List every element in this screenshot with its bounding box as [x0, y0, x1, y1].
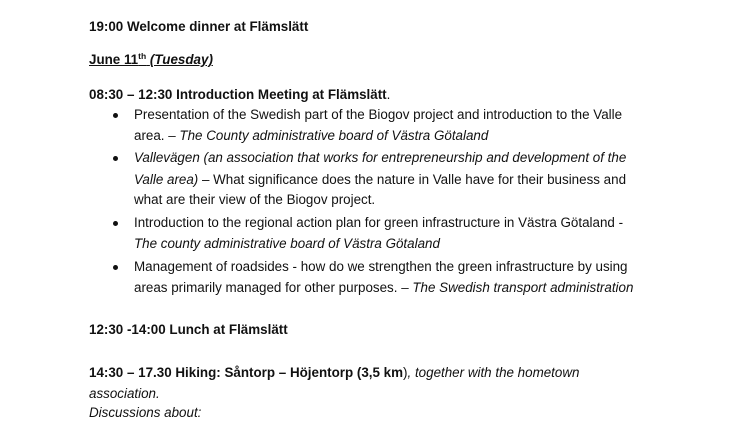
- welcome-dinner-heading: 19:00 Welcome dinner at Flämslätt: [89, 19, 309, 34]
- bullet-1-line-2-italic: – The County administrative board of Västra Götaland: [168, 128, 489, 143]
- hiking-heading: [89, 364, 579, 382]
- bullet-3-line-2: The county administrative board of Västra Götaland: [134, 236, 440, 251]
- hiking-heading-italic: , together with the hometown: [407, 365, 580, 380]
- bullet-dot-4: [113, 265, 118, 270]
- hiking-association: association.: [89, 386, 160, 401]
- hiking-heading-bold: 14:30 – 17.30 Hiking: Såntorp – Höjentorp (3,5 km: [89, 365, 404, 380]
- date-day: (Tuesday): [149, 52, 213, 67]
- bullet-2-line-3: what are their view of the Biogov project.: [134, 192, 376, 207]
- meeting-heading-period: .: [386, 87, 391, 102]
- bullet-dot-3: [113, 221, 118, 226]
- bullet-2-line-1: Vallevägen (an association that works for entrepreneurship and development of the: [134, 150, 627, 165]
- date-heading: [89, 51, 213, 69]
- bullet-1-line-2-plain: area.: [134, 128, 169, 143]
- date-prefix: June 11: [89, 52, 139, 67]
- bullet-2-line-2-plain: – What significance does the nature in Valle have for their business and: [198, 172, 627, 187]
- lunch-heading: 12:30 -14:00 Lunch at Flämslätt: [89, 322, 288, 337]
- bullet-2-line-2: [134, 171, 626, 189]
- bullet-dot-2: [113, 156, 118, 161]
- hiking-heading-paren: ): [403, 365, 408, 380]
- bullet-4-line-2-plain: areas primarily managed for other purposes.: [134, 280, 402, 295]
- hiking-discussions: Discussions about:: [89, 405, 202, 420]
- bullet-dot-1: [113, 113, 118, 118]
- bullet-4-line-2-italic: – The Swedish transport administration: [401, 280, 634, 295]
- bullet-1-line-1: Presentation of the Swedish part of the Biogov project and introduction to the Valle: [134, 107, 623, 122]
- bullet-3-line-1: Introduction to the regional action plan for green infrastructure in Västra Götaland -: [134, 215, 624, 230]
- meeting-heading-text: 08:30 – 12:30 Introduction Meeting at Flämslätt: [89, 87, 387, 102]
- bullet-2-line-2-italic: Valle area): [134, 172, 199, 187]
- bullet-4-line-1: Management of roadsides - how do we strengthen the green infrastructure by using: [134, 259, 628, 274]
- meeting-heading: [89, 86, 390, 104]
- date-ordinal: th: [138, 51, 147, 61]
- bullet-1-line-2: [134, 127, 488, 145]
- bullet-4-line-2: [134, 279, 633, 297]
